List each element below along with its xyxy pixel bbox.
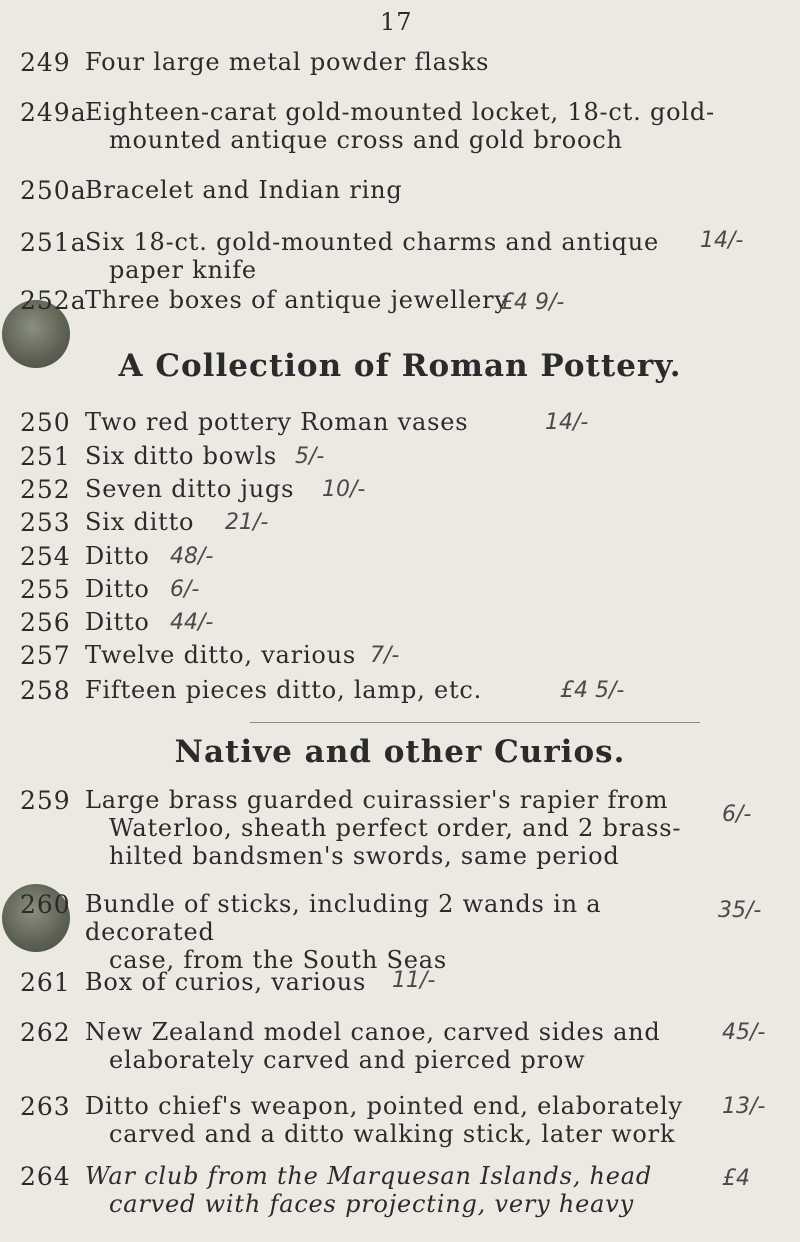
lot-number: 257 [20,641,71,670]
lot-description: Box of curios, various [85,968,367,996]
handwritten-price: 48/- [170,544,214,569]
lot-description: New Zealand model canoe, carved sides and elaborately carved and pierced prow [85,1018,661,1074]
lot-description: Six 18-ct. gold-mounted charms and antique paper knife [85,228,660,284]
lot-number: 264 [20,1162,71,1191]
lot-description: Bracelet and Indian ring [85,176,403,204]
lot-number: 252a [20,286,87,315]
lot-description: Fifteen pieces ditto, lamp, etc. [85,676,483,704]
lot-number: 260 [20,890,71,919]
handwritten-price: 5/- [295,444,325,469]
lot-description: Eighteen-carat gold-mounted locket, 18-ct. gold- mounted antique cross and gold brooch [85,98,715,154]
handwritten-price: 14/- [700,228,744,253]
handwritten-price: 45/- [722,1020,766,1045]
handwritten-price: 44/- [170,610,214,635]
lot-number: 252 [20,475,71,504]
lot-number: 263 [20,1092,71,1121]
lot-description: Large brass guarded cuirassier's rapier from Waterloo, sheath perfect order, and 2 brass- hilted bandsmen's swords, same period [85,786,682,870]
lot-number: 254 [20,542,71,571]
page-number: 17 [380,8,413,36]
handwritten-price: 35/- [718,898,762,923]
handwritten-price: 11/- [392,968,436,993]
handwritten-price: 10/- [322,477,366,502]
lot-number: 249a [20,98,87,127]
handwritten-price: £4 9/- [500,290,565,315]
lot-number: 259 [20,786,71,815]
handwritten-price: 14/- [545,410,589,435]
lot-number: 251 [20,442,71,471]
handwritten-price: 13/- [722,1094,766,1119]
lot-number: 262 [20,1018,71,1047]
lot-number: 251a [20,228,87,257]
lot-description: Three boxes of antique jewellery [85,286,509,314]
lot-number: 249 [20,48,71,77]
lot-number: 261 [20,968,71,997]
lot-description: Bundle of sticks, including 2 wands in a decorated case, from the South Seas [85,890,602,974]
section-heading-native-curios: Native and other Curios. [174,734,626,770]
section-divider [250,722,700,723]
lot-description: Ditto [85,542,150,570]
lot-description: Four large metal powder flasks [85,48,490,76]
lot-number: 253 [20,508,71,537]
handwritten-price: 7/- [370,643,400,668]
handwritten-price: 6/- [722,802,752,827]
lot-description: War club from the Marquesan Islands, head carved with faces projecting, very heavy [85,1162,653,1218]
lot-description: Ditto chief's weapon, pointed end, elaborately carved and a ditto walking stick, later work [85,1092,683,1148]
lot-number: 250a [20,176,87,205]
lot-number: 255 [20,575,71,604]
handwritten-price: 6/- [170,577,200,602]
handwritten-price: £4 5/- [560,678,625,703]
lot-description: Twelve ditto, various [85,641,357,669]
lot-number: 250 [20,408,71,437]
handwritten-price: £4 [722,1166,750,1191]
lot-description: Ditto [85,575,150,603]
lot-description: Six ditto bowls [85,442,278,470]
lot-description: Six ditto [85,508,195,536]
lot-description: Two red pottery Roman vases [85,408,469,436]
lot-number: 256 [20,608,71,637]
lot-description: Ditto [85,608,150,636]
lot-description: Seven ditto jugs [85,475,295,503]
section-heading-roman-pottery: A Collection of Roman Pottery. [118,348,682,384]
handwritten-price: 21/- [225,510,269,535]
lot-number: 258 [20,676,71,705]
